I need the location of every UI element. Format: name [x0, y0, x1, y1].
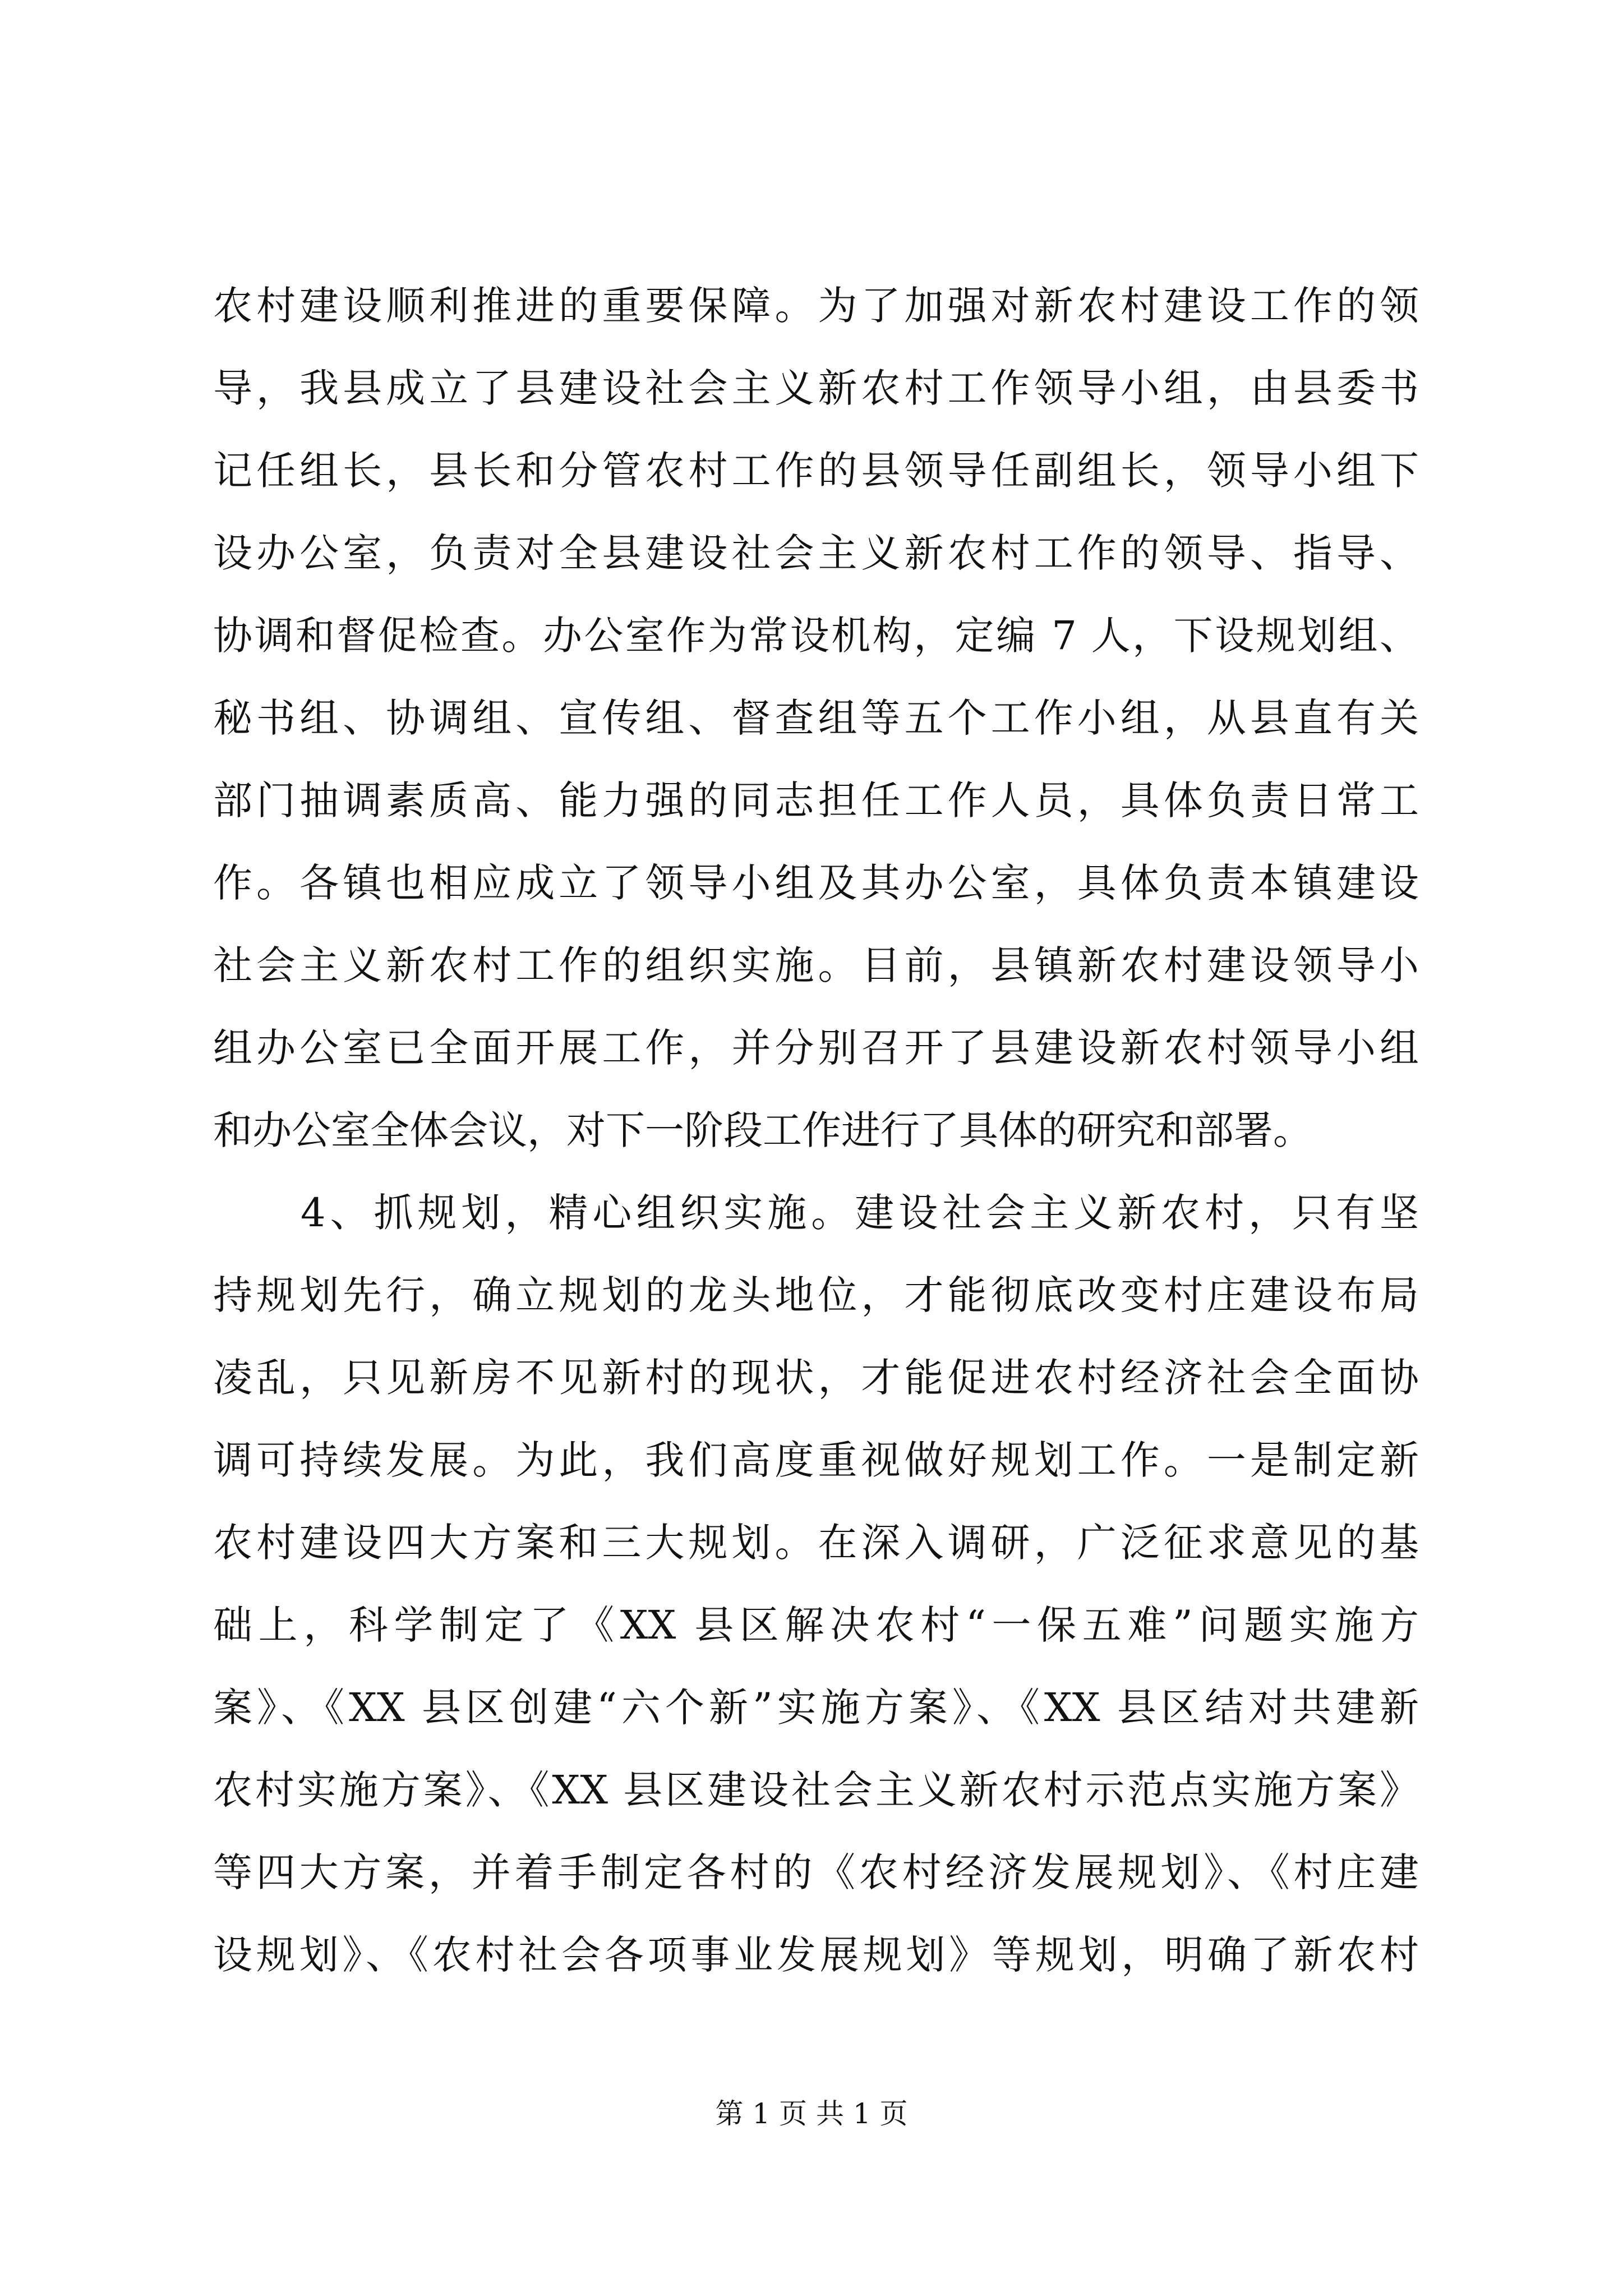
text-line: 调可持续发展。为此，我们高度重视做好规划工作。一是制定新 — [213, 1437, 1419, 1483]
text-line: 础上，科学制定了《XX 县区解决农村“一保五难”问题实施方 — [213, 1602, 1419, 1648]
text-line: 设办公室，负责对全县建设社会主义新农村工作的领导、指导、 — [213, 530, 1419, 576]
text-line: 作。各镇也相应成立了领导小组及其办公室，具体负责本镇建设 — [213, 860, 1419, 906]
body-text — [213, 265, 1419, 1996]
text-line: 导，我县成立了县建设社会主义新农村工作领导小组，由县委书 — [213, 365, 1419, 411]
text-line: 农村实施方案》、《XX 县区建设社会主义新农村示范点实施方案》 — [213, 1767, 1419, 1813]
text-line: 秘书组、协调组、宣传组、督查组等五个工作小组，从县直有关 — [213, 695, 1419, 741]
text-line: 组办公室已全面开展工作，并分别召开了县建设新农村领导小组 — [213, 1025, 1419, 1071]
text-line: 农村建设四大方案和三大规划。在深入调研，广泛征求意见的基 — [213, 1520, 1419, 1566]
text-line: 记任组长，县长和分管农村工作的县领导任副组长，领导小组下 — [213, 448, 1419, 494]
text-line: 协调和督促检查。办公室作为常设机构，定编 7 人，下设规划组、 — [213, 613, 1419, 659]
page-footer: 第 1 页 共 1 页 — [715, 2097, 908, 2130]
text-line: 凌乱，只见新房不见新村的现状，才能促进农村经济社会全面协 — [213, 1355, 1419, 1401]
text-line: 等四大方案，并着手制定各村的《农村经济发展规划》、《村庄建 — [213, 1849, 1419, 1895]
text-line: 部门抽调素质高、能力强的同志担任工作人员，具体负责日常工 — [213, 777, 1419, 823]
text-line: 持规划先行，确立规划的龙头地位，才能彻底改变村庄建设布局 — [213, 1272, 1419, 1318]
text-line: 设规划》、《农村社会各项事业发展规划》等规划，明确了新农村 — [213, 1932, 1419, 1978]
text-line: 社会主义新农村工作的组织实施。目前，县镇新农村建设领导小 — [213, 942, 1419, 988]
text-line: 农村建设顺利推进的重要保障。为了加强对新农村建设工作的领 — [213, 283, 1419, 329]
text-line: 案》、《XX 县区创建“六个新”实施方案》、《XX 县区结对共建新 — [213, 1685, 1419, 1731]
text-line: 4、抓规划，精心组织实施。建设社会主义新农村，只有坚 — [213, 1190, 1419, 1236]
text-line: 和办公室全体会议，对下一阶段工作进行了具体的研究和部署。 — [213, 1107, 1312, 1153]
